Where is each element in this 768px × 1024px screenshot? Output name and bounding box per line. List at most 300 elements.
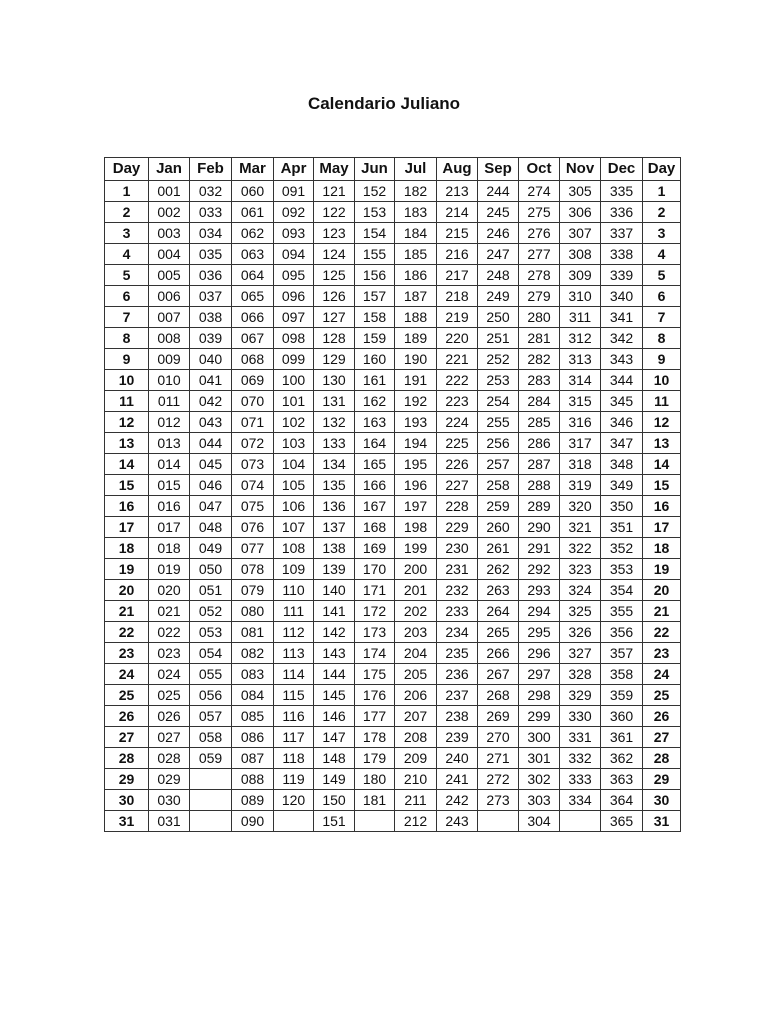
julian-day-cell: 289	[519, 496, 560, 517]
julian-day-cell: 303	[519, 790, 560, 811]
julian-day-cell: 315	[560, 391, 601, 412]
julian-day-cell: 153	[355, 202, 395, 223]
julian-day-cell: 161	[355, 370, 395, 391]
day-number-cell: 18	[105, 538, 149, 559]
julian-day-cell: 059	[190, 748, 232, 769]
julian-day-cell: 256	[478, 433, 519, 454]
table-row	[105, 202, 681, 223]
day-column-header: Day	[643, 158, 681, 181]
month-column-header: Jun	[355, 158, 395, 181]
julian-day-cell: 046	[190, 475, 232, 496]
julian-day-cell: 271	[478, 748, 519, 769]
julian-day-cell: 070	[232, 391, 274, 412]
julian-day-cell: 356	[601, 622, 643, 643]
julian-day-cell: 307	[560, 223, 601, 244]
julian-day-cell: 150	[314, 790, 355, 811]
julian-day-cell: 105	[274, 475, 314, 496]
julian-day-cell: 028	[149, 748, 190, 769]
julian-day-cell: 165	[355, 454, 395, 475]
julian-day-cell	[190, 811, 232, 832]
julian-day-cell: 180	[355, 769, 395, 790]
julian-day-cell: 246	[478, 223, 519, 244]
table-row	[105, 370, 681, 391]
julian-day-cell: 195	[395, 454, 437, 475]
julian-day-cell: 110	[274, 580, 314, 601]
day-number-cell: 17	[643, 517, 681, 538]
julian-day-cell: 176	[355, 685, 395, 706]
julian-day-cell: 118	[274, 748, 314, 769]
julian-day-cell: 061	[232, 202, 274, 223]
day-number-cell: 25	[105, 685, 149, 706]
julian-day-cell: 011	[149, 391, 190, 412]
julian-day-cell: 123	[314, 223, 355, 244]
julian-day-cell: 169	[355, 538, 395, 559]
julian-day-cell: 242	[437, 790, 478, 811]
julian-day-cell: 080	[232, 601, 274, 622]
julian-day-cell: 187	[395, 286, 437, 307]
julian-day-cell: 045	[190, 454, 232, 475]
julian-day-cell: 318	[560, 454, 601, 475]
table-row	[105, 181, 681, 202]
julian-day-cell: 062	[232, 223, 274, 244]
julian-day-cell: 218	[437, 286, 478, 307]
julian-day-cell: 013	[149, 433, 190, 454]
julian-day-cell: 038	[190, 307, 232, 328]
julian-day-cell: 225	[437, 433, 478, 454]
julian-day-cell: 002	[149, 202, 190, 223]
julian-day-cell: 355	[601, 601, 643, 622]
julian-day-cell: 109	[274, 559, 314, 580]
julian-day-cell: 106	[274, 496, 314, 517]
julian-day-cell: 292	[519, 559, 560, 580]
julian-day-cell: 124	[314, 244, 355, 265]
julian-day-cell: 253	[478, 370, 519, 391]
julian-day-cell: 157	[355, 286, 395, 307]
table-row	[105, 391, 681, 412]
julian-day-cell	[355, 811, 395, 832]
julian-day-cell: 219	[437, 307, 478, 328]
julian-day-cell: 288	[519, 475, 560, 496]
julian-day-cell: 206	[395, 685, 437, 706]
day-number-cell: 26	[105, 706, 149, 727]
julian-day-cell: 267	[478, 664, 519, 685]
day-number-cell: 11	[105, 391, 149, 412]
julian-day-cell: 343	[601, 349, 643, 370]
julian-day-cell: 243	[437, 811, 478, 832]
julian-day-cell: 007	[149, 307, 190, 328]
julian-day-cell: 249	[478, 286, 519, 307]
julian-day-cell: 258	[478, 475, 519, 496]
day-number-cell: 16	[643, 496, 681, 517]
julian-day-cell: 365	[601, 811, 643, 832]
julian-day-cell: 308	[560, 244, 601, 265]
julian-day-cell: 237	[437, 685, 478, 706]
julian-day-cell: 081	[232, 622, 274, 643]
day-number-cell: 24	[643, 664, 681, 685]
julian-day-cell: 212	[395, 811, 437, 832]
julian-day-cell: 349	[601, 475, 643, 496]
table-row	[105, 412, 681, 433]
day-number-cell: 19	[643, 559, 681, 580]
julian-day-cell: 302	[519, 769, 560, 790]
julian-day-cell: 084	[232, 685, 274, 706]
month-column-header: Mar	[232, 158, 274, 181]
julian-day-cell: 083	[232, 664, 274, 685]
julian-day-cell: 201	[395, 580, 437, 601]
julian-day-cell: 173	[355, 622, 395, 643]
julian-day-cell: 354	[601, 580, 643, 601]
julian-day-cell: 060	[232, 181, 274, 202]
day-number-cell: 9	[643, 349, 681, 370]
julian-day-cell: 088	[232, 769, 274, 790]
julian-day-cell: 199	[395, 538, 437, 559]
julian-day-cell: 337	[601, 223, 643, 244]
julian-day-cell: 114	[274, 664, 314, 685]
table-row	[105, 643, 681, 664]
julian-day-cell: 164	[355, 433, 395, 454]
julian-day-cell: 323	[560, 559, 601, 580]
day-number-cell: 3	[643, 223, 681, 244]
julian-day-cell: 012	[149, 412, 190, 433]
table-row	[105, 433, 681, 454]
julian-day-cell: 003	[149, 223, 190, 244]
julian-day-cell: 117	[274, 727, 314, 748]
julian-day-cell: 093	[274, 223, 314, 244]
julian-day-cell: 066	[232, 307, 274, 328]
julian-day-cell: 268	[478, 685, 519, 706]
julian-day-cell: 280	[519, 307, 560, 328]
julian-day-cell: 149	[314, 769, 355, 790]
julian-day-cell: 073	[232, 454, 274, 475]
julian-day-cell: 322	[560, 538, 601, 559]
day-number-cell: 4	[643, 244, 681, 265]
julian-day-cell: 069	[232, 370, 274, 391]
julian-day-cell: 014	[149, 454, 190, 475]
julian-day-cell: 034	[190, 223, 232, 244]
julian-day-cell: 095	[274, 265, 314, 286]
julian-day-cell: 269	[478, 706, 519, 727]
day-number-cell: 4	[105, 244, 149, 265]
julian-day-cell: 204	[395, 643, 437, 664]
julian-day-cell: 275	[519, 202, 560, 223]
julian-day-cell: 334	[560, 790, 601, 811]
julian-day-cell: 215	[437, 223, 478, 244]
julian-day-cell: 137	[314, 517, 355, 538]
julian-day-cell: 085	[232, 706, 274, 727]
day-number-cell: 31	[105, 811, 149, 832]
julian-day-cell: 231	[437, 559, 478, 580]
julian-day-cell: 342	[601, 328, 643, 349]
julian-day-cell: 166	[355, 475, 395, 496]
day-number-cell: 5	[643, 265, 681, 286]
julian-day-cell: 172	[355, 601, 395, 622]
julian-day-cell: 074	[232, 475, 274, 496]
julian-day-cell: 262	[478, 559, 519, 580]
julian-day-cell: 072	[232, 433, 274, 454]
julian-day-cell: 001	[149, 181, 190, 202]
julian-day-cell: 067	[232, 328, 274, 349]
table-row	[105, 559, 681, 580]
month-column-header: Jan	[149, 158, 190, 181]
julian-day-cell: 040	[190, 349, 232, 370]
julian-day-cell: 274	[519, 181, 560, 202]
julian-day-cell: 295	[519, 622, 560, 643]
julian-day-cell: 362	[601, 748, 643, 769]
julian-day-cell: 338	[601, 244, 643, 265]
julian-day-cell: 272	[478, 769, 519, 790]
julian-day-cell: 068	[232, 349, 274, 370]
julian-day-cell: 033	[190, 202, 232, 223]
table-row	[105, 328, 681, 349]
julian-day-cell	[190, 769, 232, 790]
page-title: Calendario Juliano	[307, 94, 461, 113]
julian-day-cell: 098	[274, 328, 314, 349]
julian-day-cell: 223	[437, 391, 478, 412]
julian-day-cell: 287	[519, 454, 560, 475]
julian-day-cell: 017	[149, 517, 190, 538]
month-column-header: Oct	[519, 158, 560, 181]
julian-day-cell: 008	[149, 328, 190, 349]
day-number-cell: 16	[105, 496, 149, 517]
julian-day-cell: 144	[314, 664, 355, 685]
julian-day-cell: 052	[190, 601, 232, 622]
julian-day-cell: 247	[478, 244, 519, 265]
day-number-cell: 9	[105, 349, 149, 370]
day-number-cell: 31	[643, 811, 681, 832]
day-number-cell: 13	[643, 433, 681, 454]
julian-day-cell: 192	[395, 391, 437, 412]
julian-day-cell: 036	[190, 265, 232, 286]
julian-day-cell: 277	[519, 244, 560, 265]
julian-day-cell: 286	[519, 433, 560, 454]
julian-day-cell: 139	[314, 559, 355, 580]
julian-day-cell: 160	[355, 349, 395, 370]
julian-day-cell: 146	[314, 706, 355, 727]
julian-day-cell: 138	[314, 538, 355, 559]
julian-day-cell: 112	[274, 622, 314, 643]
table-row	[105, 685, 681, 706]
julian-day-cell: 285	[519, 412, 560, 433]
day-number-cell: 14	[643, 454, 681, 475]
julian-day-cell: 054	[190, 643, 232, 664]
julian-day-cell: 151	[314, 811, 355, 832]
julian-day-cell: 344	[601, 370, 643, 391]
julian-day-cell: 327	[560, 643, 601, 664]
julian-day-cell: 214	[437, 202, 478, 223]
julian-day-cell: 051	[190, 580, 232, 601]
julian-day-cell: 179	[355, 748, 395, 769]
julian-day-cell: 254	[478, 391, 519, 412]
header-row	[105, 158, 681, 181]
julian-day-cell: 049	[190, 538, 232, 559]
julian-day-cell: 259	[478, 496, 519, 517]
julian-day-cell: 041	[190, 370, 232, 391]
julian-day-cell: 078	[232, 559, 274, 580]
julian-day-cell: 155	[355, 244, 395, 265]
month-column-header: Aug	[437, 158, 478, 181]
julian-day-cell: 297	[519, 664, 560, 685]
julian-day-cell: 079	[232, 580, 274, 601]
julian-day-cell	[478, 811, 519, 832]
julian-day-cell: 339	[601, 265, 643, 286]
julian-day-cell	[560, 811, 601, 832]
julian-day-cell: 234	[437, 622, 478, 643]
julian-day-cell: 119	[274, 769, 314, 790]
julian-day-cell: 082	[232, 643, 274, 664]
julian-day-cell: 055	[190, 664, 232, 685]
julian-day-cell: 341	[601, 307, 643, 328]
julian-day-cell: 311	[560, 307, 601, 328]
julian-day-cell: 353	[601, 559, 643, 580]
julian-day-cell: 294	[519, 601, 560, 622]
day-column-header: Day	[105, 158, 149, 181]
julian-day-cell: 299	[519, 706, 560, 727]
julian-day-cell: 071	[232, 412, 274, 433]
julian-day-cell: 134	[314, 454, 355, 475]
julian-day-cell: 015	[149, 475, 190, 496]
julian-day-cell: 222	[437, 370, 478, 391]
julian-day-cell: 184	[395, 223, 437, 244]
table-row	[105, 538, 681, 559]
julian-day-cell: 227	[437, 475, 478, 496]
day-number-cell: 23	[105, 643, 149, 664]
day-number-cell: 20	[105, 580, 149, 601]
julian-day-cell: 321	[560, 517, 601, 538]
day-number-cell: 17	[105, 517, 149, 538]
julian-day-cell: 108	[274, 538, 314, 559]
julian-day-cell: 229	[437, 517, 478, 538]
day-number-cell: 21	[105, 601, 149, 622]
julian-day-cell: 329	[560, 685, 601, 706]
julian-day-cell: 131	[314, 391, 355, 412]
julian-day-cell: 326	[560, 622, 601, 643]
julian-day-cell: 252	[478, 349, 519, 370]
julian-day-cell: 099	[274, 349, 314, 370]
julian-day-cell: 203	[395, 622, 437, 643]
julian-day-cell: 087	[232, 748, 274, 769]
julian-day-cell: 359	[601, 685, 643, 706]
day-number-cell: 24	[105, 664, 149, 685]
julian-day-cell: 092	[274, 202, 314, 223]
julian-day-cell: 333	[560, 769, 601, 790]
julian-day-cell: 077	[232, 538, 274, 559]
julian-day-cell: 191	[395, 370, 437, 391]
julian-day-cell: 257	[478, 454, 519, 475]
julian-day-cell: 291	[519, 538, 560, 559]
julian-day-cell: 235	[437, 643, 478, 664]
day-number-cell: 23	[643, 643, 681, 664]
table-row	[105, 496, 681, 517]
julian-day-cell: 301	[519, 748, 560, 769]
julian-day-cell: 296	[519, 643, 560, 664]
julian-day-cell: 076	[232, 517, 274, 538]
julian-day-cell: 039	[190, 328, 232, 349]
julian-day-cell: 140	[314, 580, 355, 601]
julian-day-cell: 306	[560, 202, 601, 223]
julian-day-cell: 186	[395, 265, 437, 286]
julian-day-cell: 005	[149, 265, 190, 286]
julian-day-cell: 305	[560, 181, 601, 202]
julian-day-cell: 232	[437, 580, 478, 601]
julian-day-cell: 313	[560, 349, 601, 370]
julian-day-cell: 188	[395, 307, 437, 328]
julian-day-cell: 107	[274, 517, 314, 538]
julian-day-cell: 281	[519, 328, 560, 349]
julian-day-cell: 360	[601, 706, 643, 727]
day-number-cell: 7	[643, 307, 681, 328]
table-row	[105, 517, 681, 538]
month-column-header: May	[314, 158, 355, 181]
julian-day-cell: 154	[355, 223, 395, 244]
table-row	[105, 601, 681, 622]
julian-day-cell: 228	[437, 496, 478, 517]
day-number-cell: 20	[643, 580, 681, 601]
julian-day-cell: 209	[395, 748, 437, 769]
day-number-cell: 8	[643, 328, 681, 349]
julian-day-cell: 245	[478, 202, 519, 223]
julian-day-cell: 221	[437, 349, 478, 370]
day-number-cell: 30	[643, 790, 681, 811]
julian-day-cell: 273	[478, 790, 519, 811]
julian-day-cell: 091	[274, 181, 314, 202]
day-number-cell: 12	[105, 412, 149, 433]
julian-day-cell: 019	[149, 559, 190, 580]
julian-day-cell: 260	[478, 517, 519, 538]
julian-day-cell: 357	[601, 643, 643, 664]
day-number-cell: 26	[643, 706, 681, 727]
table-row	[105, 748, 681, 769]
julian-day-cell: 358	[601, 664, 643, 685]
julian-day-cell: 101	[274, 391, 314, 412]
day-number-cell: 28	[105, 748, 149, 769]
julian-day-cell: 128	[314, 328, 355, 349]
julian-day-cell: 063	[232, 244, 274, 265]
table-row	[105, 244, 681, 265]
julian-day-cell: 104	[274, 454, 314, 475]
julian-day-cell: 332	[560, 748, 601, 769]
julian-day-cell: 042	[190, 391, 232, 412]
day-number-cell: 15	[643, 475, 681, 496]
julian-calendar-table	[104, 157, 681, 832]
julian-day-cell: 320	[560, 496, 601, 517]
julian-day-cell: 345	[601, 391, 643, 412]
julian-day-cell: 047	[190, 496, 232, 517]
julian-day-cell: 122	[314, 202, 355, 223]
julian-day-cell: 278	[519, 265, 560, 286]
julian-day-cell: 023	[149, 643, 190, 664]
julian-day-cell: 283	[519, 370, 560, 391]
julian-day-cell: 316	[560, 412, 601, 433]
julian-day-cell: 261	[478, 538, 519, 559]
julian-day-cell: 177	[355, 706, 395, 727]
day-number-cell: 22	[643, 622, 681, 643]
julian-day-cell: 132	[314, 412, 355, 433]
day-number-cell: 21	[643, 601, 681, 622]
table-row	[105, 307, 681, 328]
julian-day-cell: 263	[478, 580, 519, 601]
julian-day-cell: 116	[274, 706, 314, 727]
day-number-cell: 15	[105, 475, 149, 496]
julian-day-cell: 037	[190, 286, 232, 307]
julian-day-cell: 226	[437, 454, 478, 475]
julian-day-cell: 211	[395, 790, 437, 811]
julian-day-cell: 048	[190, 517, 232, 538]
julian-day-cell: 361	[601, 727, 643, 748]
julian-day-cell: 168	[355, 517, 395, 538]
julian-day-cell: 006	[149, 286, 190, 307]
day-number-cell: 29	[643, 769, 681, 790]
julian-day-cell: 251	[478, 328, 519, 349]
